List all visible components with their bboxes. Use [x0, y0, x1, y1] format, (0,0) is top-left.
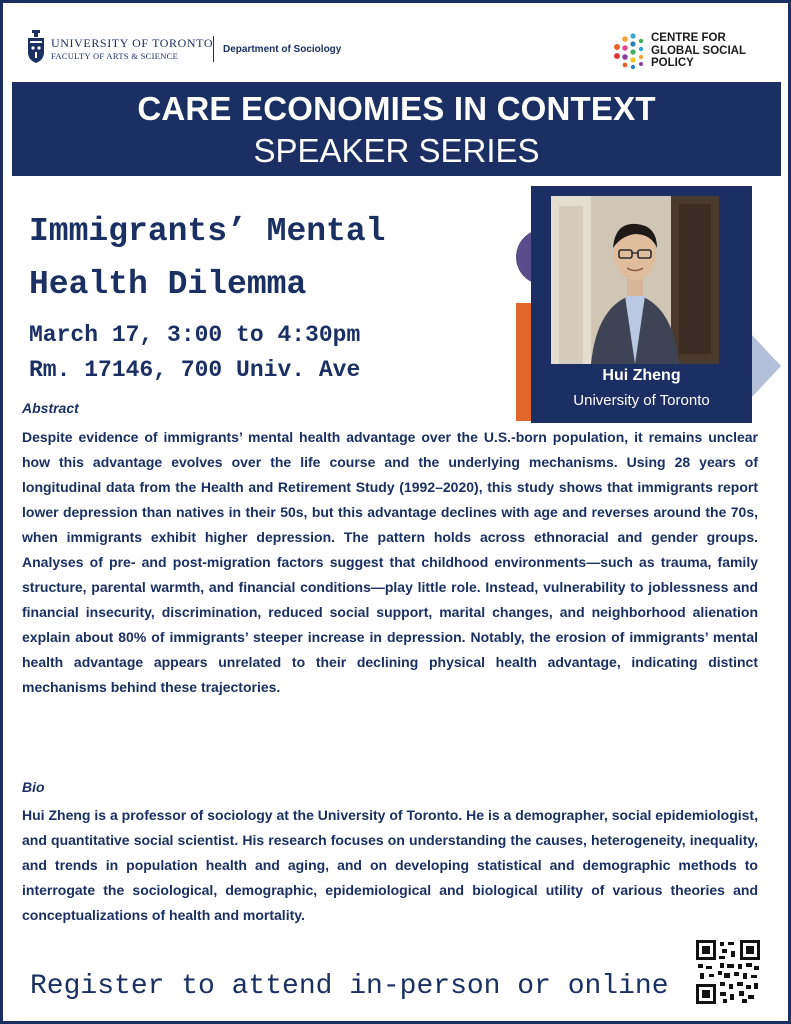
talk-date-time: March 17, 3:00 to 4:30pm — [29, 322, 361, 348]
speaker-portrait-icon — [551, 196, 719, 364]
bio-text: Hui Zheng is a professor of sociology at the University of Toronto. He is a demographer, social epidemiologist, and quantitative social scientist. His research focuses on understanding the causes, heterogeneity, inequality, and trends in population health and aging, and on developing statistical and demographic methods to interrogate the sociological, demographic, epidemiological and biological utility of various theories and conceptualizations of health and mortality. — [22, 807, 758, 923]
university-name: UNIVERSITY OF TORONTO — [51, 36, 214, 50]
partner-name-line: CENTRE FOR — [651, 32, 726, 44]
series-banner — [12, 82, 781, 176]
university-crest-icon — [27, 30, 45, 64]
speaker-card — [531, 186, 752, 423]
partner-name-line: GLOBAL SOCIAL — [651, 44, 746, 57]
speaker-photo — [551, 196, 719, 364]
series-title: CARE ECONOMIES IN CONTEXT — [137, 90, 656, 127]
partner-dots-icon — [613, 32, 647, 70]
abstract-text: Despite evidence of immigrants’ mental health advantage over the U.S.-born population, it remains unclear how this advantage evolves over the life course and the underlying mechanisms. Using 28 years of longitudinal data from the Health and Retirement Study (1992–2020), this study shows that immigrants report lower depression than natives in their 50s, but this advantage declines with age and reverses around the 70s, when immigrants exhibit higher depression. The pattern holds across ethnoracial and gender groups. Analyses of pre- and post-migration factors suggest that childhood environments—such as trauma, family structure, parental warmth, and financial conditions—play little role. Instead, vulnerability to joblessness and financial insecurity, discrimination, reduced social support, marital changes, and neighborhood alienation explain about 80% of immigrants’ steeper increase in depression. Notably, the erosion of immigrants’ mental health advantage appears unrelated to their declining physical health advantage, indicating distinct mechanisms behind these trajectories. — [22, 429, 758, 695]
talk-title: Immigrants’ Mental Health Dilemma — [29, 213, 386, 303]
decorative-arrow-icon — [751, 334, 781, 398]
series-subtitle: SPEAKER SERIES — [253, 132, 540, 169]
speaker-name: Hui Zheng — [602, 367, 681, 384]
speaker-affiliation: University of Toronto — [573, 392, 710, 409]
header-divider — [213, 36, 214, 62]
partner-name — [651, 32, 771, 70]
abstract-heading: Abstract — [22, 400, 79, 416]
talk-location: Rm. 17146, 700 Univ. Ave — [29, 357, 361, 383]
partner-name-line: POLICY — [651, 57, 694, 69]
department-name: Department of Sociology — [223, 44, 342, 55]
registration-call: Register to attend in-person or online — [30, 971, 669, 1002]
bio-heading: Bio — [22, 779, 45, 795]
university-logo — [27, 30, 232, 66]
partner-logo — [613, 32, 773, 72]
registration-qr-code[interactable] — [696, 940, 760, 1004]
faculty-name: FACULTY OF ARTS & SCIENCE — [51, 51, 179, 61]
